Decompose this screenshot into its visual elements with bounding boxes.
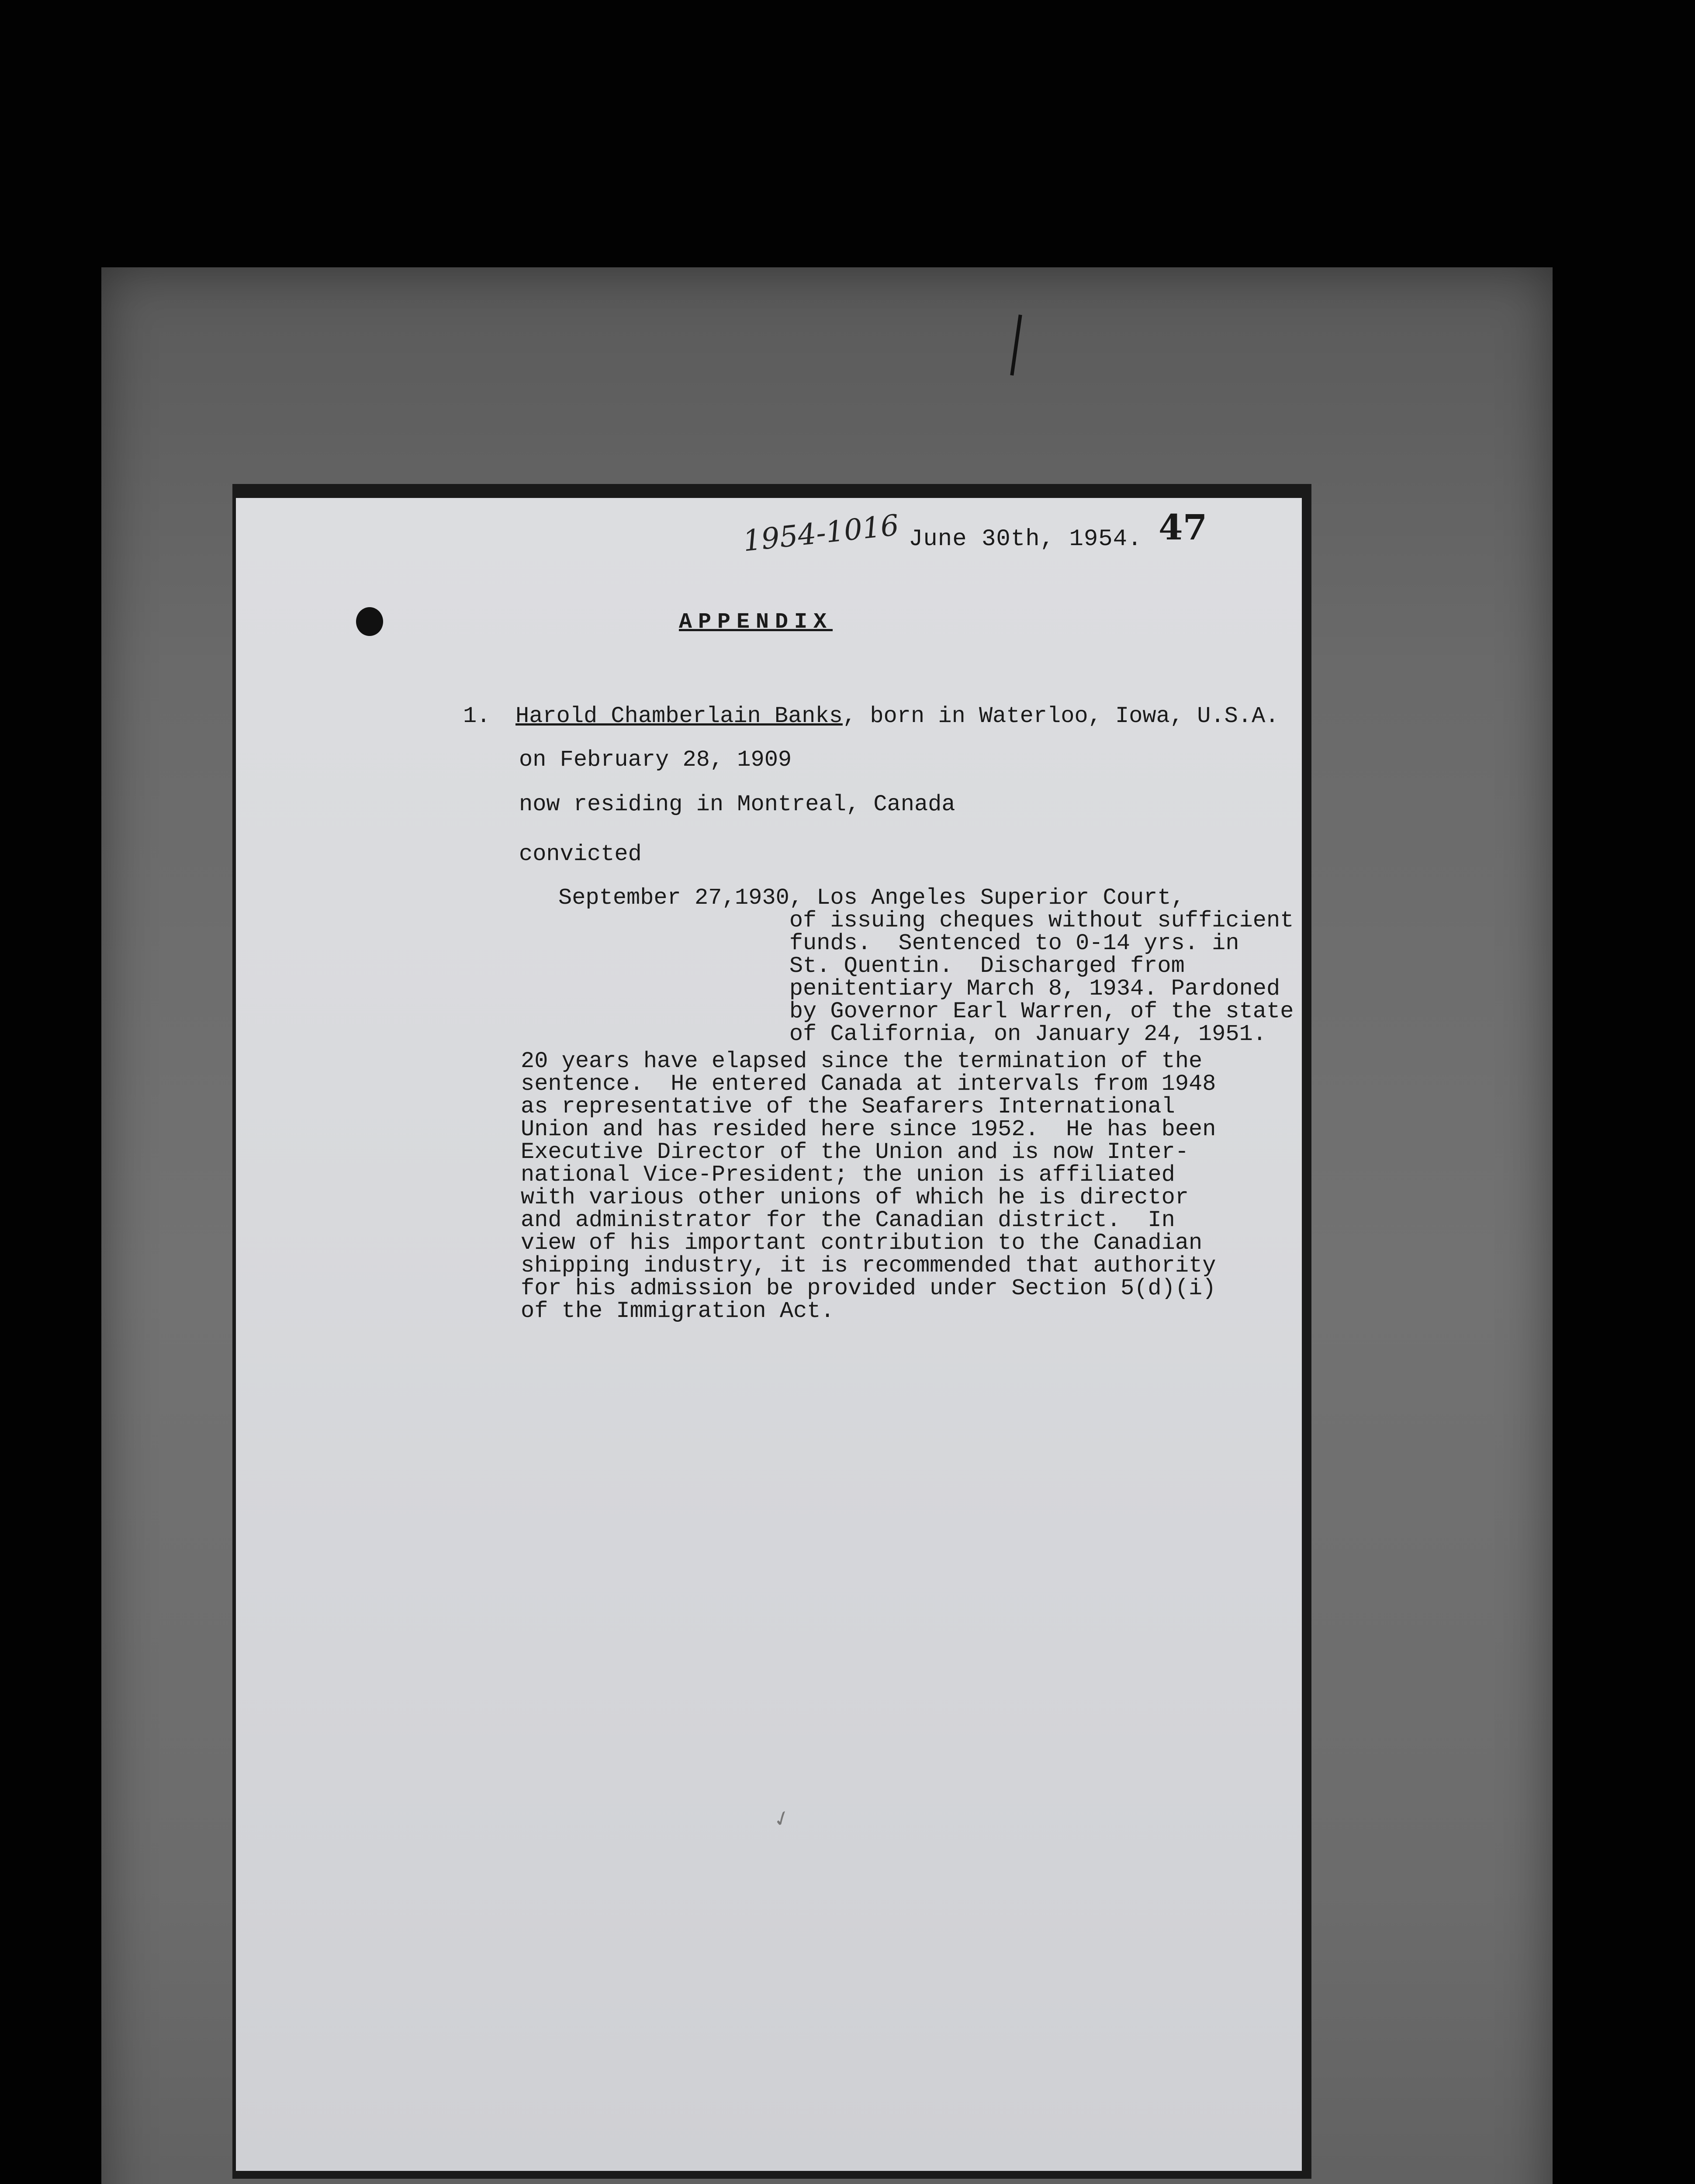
page-number: 47 (1159, 507, 1207, 548)
recommendation-paragraph: 20 years have elapsed since the termination of the sentence. He entered Canada at intervals from 1948 as representative of the Seafarers International Union and has resided here since 1952. He has been Executive Director of the Union and is now Inter- national Vice-President; the union is affiliated with various other unions of which he is director and administrator for the Canadian district. In view of his important contribution to the Canadian shipping industry, it is recommended that authority for his admission be provided under Section 5(d)(i) of the Immigration Act. (521, 1048, 1216, 1324)
punch-hole (356, 607, 383, 636)
name-line (515, 705, 1279, 728)
birth-place: , born in Waterloo, Iowa, U.S.A. (842, 703, 1279, 729)
person-name: Harold Chamberlain Banks (515, 703, 843, 729)
conviction-date: September 27, (558, 885, 736, 911)
residence: now residing in Montreal, Canada (519, 791, 955, 817)
handwritten-file-number: 1954-1016 (741, 508, 901, 558)
document-page (236, 498, 1302, 2171)
birth-date: on February 28, 1909 (519, 747, 792, 773)
conviction-detail: 1930, Los Angeles Superior Court, of issuing cheques without sufficient funds. Sentenced to 0-14 yrs. in St. Quentin. Discharged from penitentiary March 8, 1934. Pardoned by Governor Earl Warren, of the state of California, on January 24, 1951. (735, 885, 1294, 1047)
item-number: 1. (463, 703, 491, 729)
convicted-label: convicted (519, 841, 642, 867)
appendix-title: APPENDIX (679, 610, 833, 635)
document-date: June 30th, 1954. (909, 526, 1142, 553)
pencil-tick: ✓ (769, 1804, 795, 1834)
